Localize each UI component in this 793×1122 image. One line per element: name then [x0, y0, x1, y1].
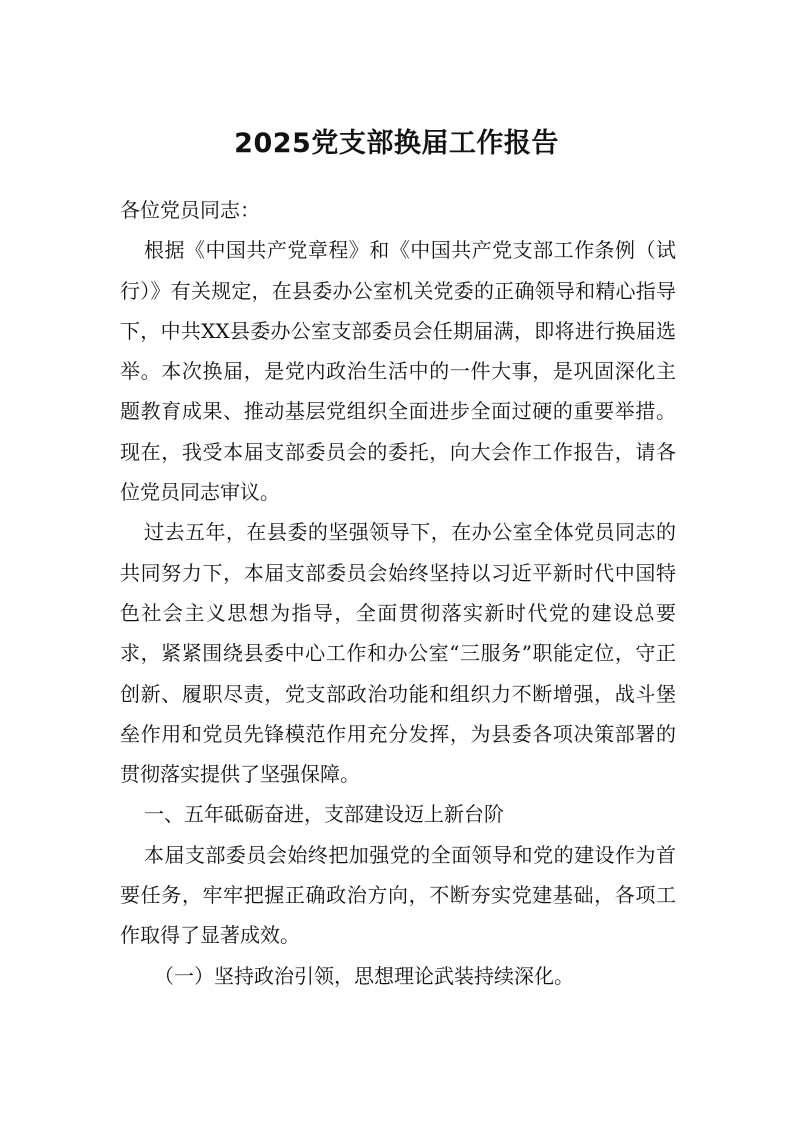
paragraph-intro: 根据《中国共产党章程》和《中国共产党支部工作条例（试行）》有关规定，在县委办公室机关党委的正确领导和精心指导下，中共XX县委办公室支部委员会任期届满，即将进行换届选举。本次换届，是党内政治生活中的一件大事，是巩固深化主题教育成果、推动基层党组织全面进步全面过硬的重要举措。现在，我受本届支部委员会的委托，向大会作工作报告，请各位党员同志审议。 [120, 238, 676, 505]
paragraph-review: 过去五年，在县委的坚强领导下，在办公室全体党员同志的共同努力下，本届支部委员会始终坚持以习近平新时代中国特色社会主义思想为指导，全面贯彻落实新时代党的建设总要求，紧紧围绕县委中心工作和办公室“三服务”职能定位，守正创新、履职尽责，党支部政治功能和组织力不断增强，战斗堡垒作用和党员先锋模范作用充分发挥，为县委各项决策部署的贯彻落实提供了坚强保障。 [120, 520, 676, 787]
section-paragraph: 本届支部委员会始终把加强党的全面领导和党的建设作为首要任务，牢牢把握正确政治方向，不断夯实党建基础，各项工作取得了显著成效。 [120, 842, 676, 948]
subsection-heading: （一）坚持政治引领，思想理论武装持续深化。 [154, 963, 574, 988]
document-body [120, 190, 676, 996]
document-title: 2025党支部换届工作报告 [234, 128, 559, 159]
salutation: 各位党员同志： [120, 198, 260, 222]
section-heading: 一、五年砥砺奋进，支部建设迈上新台阶 [144, 802, 504, 827]
